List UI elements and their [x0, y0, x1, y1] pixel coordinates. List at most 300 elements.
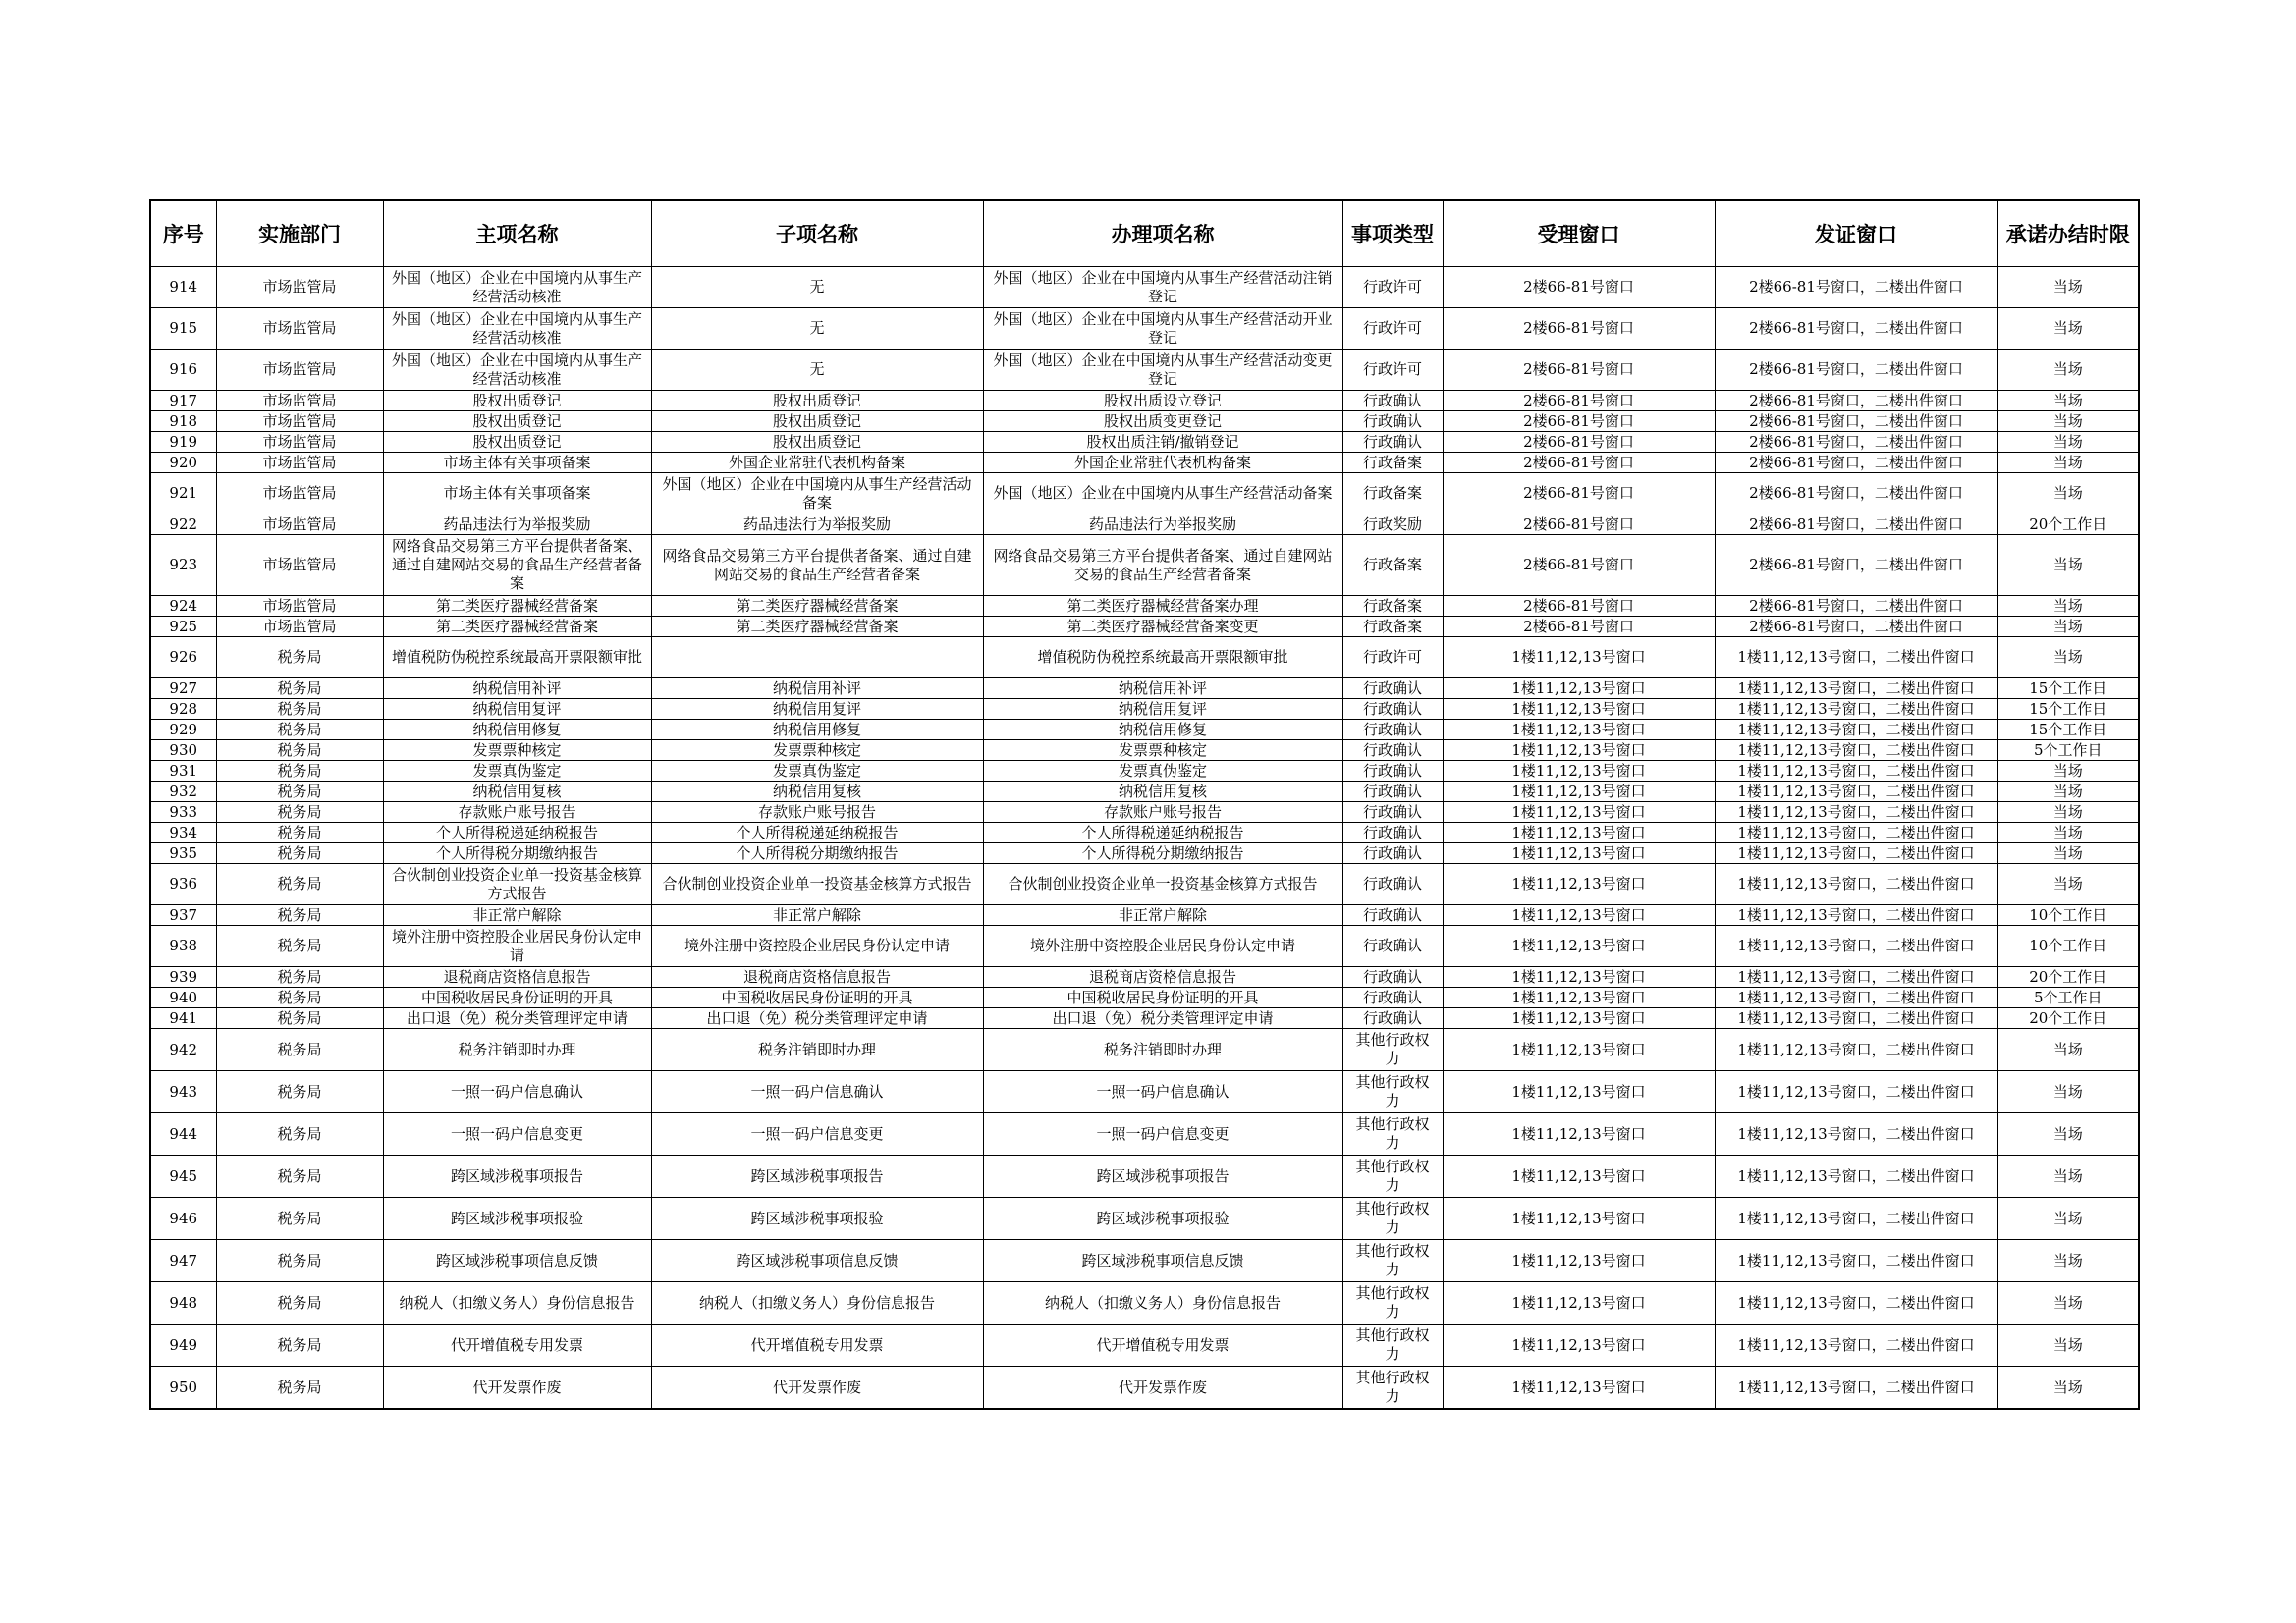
- cell-main-item: 外国（地区）企业在中国境内从事生产经营活动核准: [383, 308, 651, 350]
- cell-item-type: 行政确认: [1342, 926, 1443, 967]
- cell-item-type: 其他行政权力: [1342, 1156, 1443, 1198]
- cell-handling-item: 外国企业常驻代表机构备案: [983, 453, 1342, 473]
- cell-department: 市场监管局: [216, 391, 383, 411]
- cell-issuance-window: 1楼11,12,13号窗口，二楼出件窗口: [1715, 637, 1997, 678]
- cell-main-item: 纳税信用补评: [383, 678, 651, 699]
- cell-main-item: 一照一码户信息变更: [383, 1113, 651, 1156]
- cell-sub-item: 境外注册中资控股企业居民身份认定申请: [651, 926, 983, 967]
- cell-issuance-window: 2楼66-81号窗口，二楼出件窗口: [1715, 453, 1997, 473]
- table-row: [150, 617, 2139, 637]
- cell-index: 937: [150, 905, 216, 926]
- cell-time-limit: 20个工作日: [1997, 1008, 2139, 1029]
- cell-index: 925: [150, 617, 216, 637]
- cell-issuance-window: 1楼11,12,13号窗口，二楼出件窗口: [1715, 843, 1997, 864]
- cell-main-item: 网络食品交易第三方平台提供者备案、通过自建网站交易的食品生产经营者备案: [383, 535, 651, 596]
- cell-sub-item: 无: [651, 308, 983, 350]
- cell-handling-item: 纳税信用复核: [983, 782, 1342, 802]
- cell-acceptance-window: 1楼11,12,13号窗口: [1443, 864, 1715, 905]
- cell-item-type: 行政确认: [1342, 1008, 1443, 1029]
- cell-acceptance-window: 1楼11,12,13号窗口: [1443, 761, 1715, 782]
- cell-main-item: 纳税信用复评: [383, 699, 651, 720]
- cell-issuance-window: 1楼11,12,13号窗口，二楼出件窗口: [1715, 1240, 1997, 1282]
- cell-issuance-window: 1楼11,12,13号窗口，二楼出件窗口: [1715, 1367, 1997, 1410]
- cell-sub-item: 个人所得税递延纳税报告: [651, 823, 983, 843]
- cell-index: 946: [150, 1198, 216, 1240]
- cell-department: 市场监管局: [216, 596, 383, 617]
- cell-sub-item: 退税商店资格信息报告: [651, 967, 983, 988]
- cell-handling-item: 个人所得税分期缴纳报告: [983, 843, 1342, 864]
- cell-item-type: 行政奖励: [1342, 514, 1443, 535]
- cell-sub-item: 发票票种核定: [651, 740, 983, 761]
- cell-acceptance-window: 1楼11,12,13号窗口: [1443, 637, 1715, 678]
- cell-time-limit: 5个工作日: [1997, 988, 2139, 1008]
- cell-department: 税务局: [216, 843, 383, 864]
- cell-handling-item: 外国（地区）企业在中国境内从事生产经营活动注销登记: [983, 267, 1342, 308]
- cell-index: 917: [150, 391, 216, 411]
- cell-sub-item: 纳税人（扣缴义务人）身份信息报告: [651, 1282, 983, 1325]
- cell-department: 税务局: [216, 1240, 383, 1282]
- cell-sub-item: 合伙制创业投资企业单一投资基金核算方式报告: [651, 864, 983, 905]
- cell-acceptance-window: 1楼11,12,13号窗口: [1443, 720, 1715, 740]
- cell-issuance-window: 2楼66-81号窗口，二楼出件窗口: [1715, 267, 1997, 308]
- cell-item-type: 其他行政权力: [1342, 1113, 1443, 1156]
- cell-main-item: 市场主体有关事项备案: [383, 453, 651, 473]
- cell-sub-item: 无: [651, 267, 983, 308]
- table-row: [150, 1008, 2139, 1029]
- table-row: [150, 1325, 2139, 1367]
- cell-handling-item: 网络食品交易第三方平台提供者备案、通过自建网站交易的食品生产经营者备案: [983, 535, 1342, 596]
- cell-sub-item: 中国税收居民身份证明的开具: [651, 988, 983, 1008]
- cell-department: 市场监管局: [216, 350, 383, 391]
- cell-acceptance-window: 1楼11,12,13号窗口: [1443, 699, 1715, 720]
- cell-item-type: 其他行政权力: [1342, 1367, 1443, 1410]
- cell-issuance-window: 1楼11,12,13号窗口，二楼出件窗口: [1715, 864, 1997, 905]
- cell-issuance-window: 1楼11,12,13号窗口，二楼出件窗口: [1715, 720, 1997, 740]
- cell-time-limit: 20个工作日: [1997, 967, 2139, 988]
- cell-index: 935: [150, 843, 216, 864]
- cell-main-item: 纳税人（扣缴义务人）身份信息报告: [383, 1282, 651, 1325]
- cell-handling-item: 境外注册中资控股企业居民身份认定申请: [983, 926, 1342, 967]
- cell-department: 市场监管局: [216, 432, 383, 453]
- header-cell-sub-item: 子项名称: [651, 200, 983, 267]
- table-row: [150, 1071, 2139, 1113]
- cell-issuance-window: 1楼11,12,13号窗口，二楼出件窗口: [1715, 782, 1997, 802]
- table-row: [150, 350, 2139, 391]
- cell-sub-item: 外国企业常驻代表机构备案: [651, 453, 983, 473]
- cell-time-limit: 10个工作日: [1997, 926, 2139, 967]
- cell-time-limit: 当场: [1997, 411, 2139, 432]
- cell-main-item: 第二类医疗器械经营备案: [383, 617, 651, 637]
- cell-acceptance-window: 1楼11,12,13号窗口: [1443, 740, 1715, 761]
- cell-time-limit: 当场: [1997, 1367, 2139, 1410]
- cell-acceptance-window: 2楼66-81号窗口: [1443, 514, 1715, 535]
- cell-index: 950: [150, 1367, 216, 1410]
- cell-acceptance-window: 2楼66-81号窗口: [1443, 535, 1715, 596]
- cell-time-limit: 15个工作日: [1997, 720, 2139, 740]
- cell-time-limit: 当场: [1997, 1113, 2139, 1156]
- cell-handling-item: 存款账户账号报告: [983, 802, 1342, 823]
- cell-handling-item: 外国（地区）企业在中国境内从事生产经营活动变更登记: [983, 350, 1342, 391]
- cell-department: 市场监管局: [216, 267, 383, 308]
- cell-handling-item: 发票票种核定: [983, 740, 1342, 761]
- cell-department: 税务局: [216, 1325, 383, 1367]
- cell-time-limit: 当场: [1997, 391, 2139, 411]
- cell-issuance-window: 2楼66-81号窗口，二楼出件窗口: [1715, 411, 1997, 432]
- cell-time-limit: 当场: [1997, 453, 2139, 473]
- cell-acceptance-window: 1楼11,12,13号窗口: [1443, 843, 1715, 864]
- cell-handling-item: 纳税信用补评: [983, 678, 1342, 699]
- header-cell-department: 实施部门: [216, 200, 383, 267]
- cell-handling-item: 一照一码户信息确认: [983, 1071, 1342, 1113]
- cell-sub-item: 存款账户账号报告: [651, 802, 983, 823]
- cell-time-limit: 当场: [1997, 1071, 2139, 1113]
- cell-main-item: 代开增值税专用发票: [383, 1325, 651, 1367]
- cell-index: 949: [150, 1325, 216, 1367]
- cell-issuance-window: 1楼11,12,13号窗口，二楼出件窗口: [1715, 967, 1997, 988]
- table-body: [150, 267, 2139, 1410]
- cell-sub-item: 股权出质登记: [651, 391, 983, 411]
- cell-sub-item: 纳税信用复评: [651, 699, 983, 720]
- cell-main-item: 增值税防伪税控系统最高开票限额审批: [383, 637, 651, 678]
- table-row: [150, 761, 2139, 782]
- table-row: [150, 967, 2139, 988]
- cell-index: 947: [150, 1240, 216, 1282]
- cell-time-limit: 当场: [1997, 596, 2139, 617]
- cell-sub-item: 税务注销即时办理: [651, 1029, 983, 1071]
- cell-department: 税务局: [216, 699, 383, 720]
- cell-handling-item: 个人所得税递延纳税报告: [983, 823, 1342, 843]
- cell-main-item: 跨区域涉税事项报验: [383, 1198, 651, 1240]
- cell-issuance-window: 1楼11,12,13号窗口，二楼出件窗口: [1715, 1008, 1997, 1029]
- cell-index: 944: [150, 1113, 216, 1156]
- cell-main-item: 存款账户账号报告: [383, 802, 651, 823]
- cell-department: 市场监管局: [216, 617, 383, 637]
- cell-acceptance-window: 1楼11,12,13号窗口: [1443, 988, 1715, 1008]
- cell-acceptance-window: 1楼11,12,13号窗口: [1443, 1071, 1715, 1113]
- table-row: [150, 699, 2139, 720]
- cell-item-type: 行政确认: [1342, 740, 1443, 761]
- cell-department: 税务局: [216, 967, 383, 988]
- cell-main-item: 个人所得税分期缴纳报告: [383, 843, 651, 864]
- cell-main-item: 股权出质登记: [383, 411, 651, 432]
- cell-department: 税务局: [216, 720, 383, 740]
- cell-main-item: 纳税信用修复: [383, 720, 651, 740]
- table-row: [150, 720, 2139, 740]
- cell-issuance-window: 1楼11,12,13号窗口，二楼出件窗口: [1715, 740, 1997, 761]
- cell-main-item: 外国（地区）企业在中国境内从事生产经营活动核准: [383, 350, 651, 391]
- cell-handling-item: 外国（地区）企业在中国境内从事生产经营活动开业登记: [983, 308, 1342, 350]
- cell-acceptance-window: 2楼66-81号窗口: [1443, 411, 1715, 432]
- cell-acceptance-window: 1楼11,12,13号窗口: [1443, 926, 1715, 967]
- cell-item-type: 行政确认: [1342, 678, 1443, 699]
- cell-department: 税务局: [216, 926, 383, 967]
- cell-main-item: 药品违法行为举报奖励: [383, 514, 651, 535]
- cell-item-type: 行政备案: [1342, 617, 1443, 637]
- cell-index: 936: [150, 864, 216, 905]
- cell-main-item: 退税商店资格信息报告: [383, 967, 651, 988]
- cell-sub-item: 股权出质登记: [651, 432, 983, 453]
- cell-department: 税务局: [216, 782, 383, 802]
- cell-sub-item: 纳税信用复核: [651, 782, 983, 802]
- cell-sub-item: [651, 637, 983, 678]
- cell-issuance-window: 1楼11,12,13号窗口，二楼出件窗口: [1715, 1282, 1997, 1325]
- cell-index: 939: [150, 967, 216, 988]
- service-items-table: [149, 199, 2140, 1410]
- table-row: [150, 432, 2139, 453]
- cell-sub-item: 纳税信用修复: [651, 720, 983, 740]
- cell-issuance-window: 2楼66-81号窗口，二楼出件窗口: [1715, 391, 1997, 411]
- cell-department: 税务局: [216, 1367, 383, 1410]
- table-row: [150, 740, 2139, 761]
- cell-department: 税务局: [216, 1071, 383, 1113]
- cell-index: 932: [150, 782, 216, 802]
- cell-time-limit: 当场: [1997, 1029, 2139, 1071]
- cell-sub-item: 个人所得税分期缴纳报告: [651, 843, 983, 864]
- cell-issuance-window: 1楼11,12,13号窗口，二楼出件窗口: [1715, 1325, 1997, 1367]
- table-row: [150, 308, 2139, 350]
- cell-index: 943: [150, 1071, 216, 1113]
- cell-handling-item: 第二类医疗器械经营备案办理: [983, 596, 1342, 617]
- cell-index: 940: [150, 988, 216, 1008]
- header-cell-time-limit: 承诺办结时限: [1997, 200, 2139, 267]
- cell-issuance-window: 2楼66-81号窗口，二楼出件窗口: [1715, 350, 1997, 391]
- cell-main-item: 税务注销即时办理: [383, 1029, 651, 1071]
- cell-handling-item: 一照一码户信息变更: [983, 1113, 1342, 1156]
- cell-issuance-window: 2楼66-81号窗口，二楼出件窗口: [1715, 514, 1997, 535]
- cell-item-type: 其他行政权力: [1342, 1240, 1443, 1282]
- cell-index: 948: [150, 1282, 216, 1325]
- cell-time-limit: 15个工作日: [1997, 699, 2139, 720]
- cell-handling-item: 中国税收居民身份证明的开具: [983, 988, 1342, 1008]
- cell-time-limit: 当场: [1997, 1325, 2139, 1367]
- cell-acceptance-window: 1楼11,12,13号窗口: [1443, 1156, 1715, 1198]
- table-header: [150, 200, 2139, 267]
- cell-index: 921: [150, 473, 216, 514]
- table-row: [150, 782, 2139, 802]
- cell-item-type: 其他行政权力: [1342, 1198, 1443, 1240]
- cell-department: 市场监管局: [216, 411, 383, 432]
- cell-department: 税务局: [216, 905, 383, 926]
- cell-item-type: 行政确认: [1342, 988, 1443, 1008]
- cell-index: 914: [150, 267, 216, 308]
- cell-handling-item: 代开发票作废: [983, 1367, 1342, 1410]
- table-row: [150, 905, 2139, 926]
- cell-item-type: 行政确认: [1342, 782, 1443, 802]
- cell-item-type: 行政确认: [1342, 411, 1443, 432]
- cell-item-type: 行政确认: [1342, 905, 1443, 926]
- cell-acceptance-window: 1楼11,12,13号窗口: [1443, 1240, 1715, 1282]
- table-row: [150, 267, 2139, 308]
- cell-department: 税务局: [216, 1282, 383, 1325]
- cell-acceptance-window: 2楼66-81号窗口: [1443, 432, 1715, 453]
- cell-time-limit: 5个工作日: [1997, 740, 2139, 761]
- cell-handling-item: 股权出质设立登记: [983, 391, 1342, 411]
- cell-handling-item: 跨区域涉税事项报验: [983, 1198, 1342, 1240]
- cell-item-type: 行政确认: [1342, 864, 1443, 905]
- cell-issuance-window: 2楼66-81号窗口，二楼出件窗口: [1715, 432, 1997, 453]
- cell-item-type: 行政确认: [1342, 699, 1443, 720]
- table-row: [150, 823, 2139, 843]
- cell-acceptance-window: 1楼11,12,13号窗口: [1443, 1113, 1715, 1156]
- cell-item-type: 其他行政权力: [1342, 1282, 1443, 1325]
- cell-index: 916: [150, 350, 216, 391]
- cell-main-item: 非正常户解除: [383, 905, 651, 926]
- cell-index: 926: [150, 637, 216, 678]
- cell-sub-item: 一照一码户信息确认: [651, 1071, 983, 1113]
- cell-time-limit: 20个工作日: [1997, 514, 2139, 535]
- cell-time-limit: 15个工作日: [1997, 678, 2139, 699]
- cell-main-item: 代开发票作废: [383, 1367, 651, 1410]
- cell-item-type: 行政确认: [1342, 967, 1443, 988]
- cell-index: 923: [150, 535, 216, 596]
- cell-main-item: 跨区域涉税事项信息反馈: [383, 1240, 651, 1282]
- table-row: [150, 988, 2139, 1008]
- cell-sub-item: 非正常户解除: [651, 905, 983, 926]
- cell-department: 税务局: [216, 823, 383, 843]
- header-cell-item-type: 事项类型: [1342, 200, 1443, 267]
- table-row: [150, 1367, 2139, 1410]
- cell-index: 938: [150, 926, 216, 967]
- cell-department: 税务局: [216, 740, 383, 761]
- cell-item-type: 行政确认: [1342, 761, 1443, 782]
- cell-index: 941: [150, 1008, 216, 1029]
- cell-item-type: 其他行政权力: [1342, 1071, 1443, 1113]
- table-row: [150, 678, 2139, 699]
- cell-acceptance-window: 1楼11,12,13号窗口: [1443, 1029, 1715, 1071]
- cell-main-item: 发票真伪鉴定: [383, 761, 651, 782]
- cell-item-type: 行政许可: [1342, 267, 1443, 308]
- table-row: [150, 391, 2139, 411]
- cell-main-item: 发票票种核定: [383, 740, 651, 761]
- cell-sub-item: 跨区域涉税事项报验: [651, 1198, 983, 1240]
- cell-main-item: 纳税信用复核: [383, 782, 651, 802]
- table-row: [150, 411, 2139, 432]
- cell-issuance-window: 1楼11,12,13号窗口，二楼出件窗口: [1715, 1198, 1997, 1240]
- header-cell-handling-item: 办理项名称: [983, 200, 1342, 267]
- cell-item-type: 行政确认: [1342, 823, 1443, 843]
- table-row: [150, 1113, 2139, 1156]
- cell-acceptance-window: 2楼66-81号窗口: [1443, 473, 1715, 514]
- cell-main-item: 股权出质登记: [383, 391, 651, 411]
- cell-issuance-window: 1楼11,12,13号窗口，二楼出件窗口: [1715, 802, 1997, 823]
- cell-index: 919: [150, 432, 216, 453]
- cell-main-item: 第二类医疗器械经营备案: [383, 596, 651, 617]
- cell-department: 税务局: [216, 637, 383, 678]
- cell-department: 税务局: [216, 678, 383, 699]
- cell-department: 市场监管局: [216, 308, 383, 350]
- table-row: [150, 637, 2139, 678]
- cell-department: 税务局: [216, 1198, 383, 1240]
- cell-department: 税务局: [216, 1113, 383, 1156]
- header-cell-issuance-window: 发证窗口: [1715, 200, 1997, 267]
- cell-issuance-window: 1楼11,12,13号窗口，二楼出件窗口: [1715, 678, 1997, 699]
- cell-item-type: 其他行政权力: [1342, 1029, 1443, 1071]
- cell-main-item: 个人所得税递延纳税报告: [383, 823, 651, 843]
- cell-issuance-window: 1楼11,12,13号窗口，二楼出件窗口: [1715, 823, 1997, 843]
- cell-time-limit: 当场: [1997, 1156, 2139, 1198]
- cell-handling-item: 第二类医疗器械经营备案变更: [983, 617, 1342, 637]
- header-cell-index: 序号: [150, 200, 216, 267]
- cell-issuance-window: 1楼11,12,13号窗口，二楼出件窗口: [1715, 926, 1997, 967]
- cell-acceptance-window: 2楼66-81号窗口: [1443, 453, 1715, 473]
- cell-item-type: 行政确认: [1342, 720, 1443, 740]
- cell-main-item: 一照一码户信息确认: [383, 1071, 651, 1113]
- cell-time-limit: 当场: [1997, 350, 2139, 391]
- cell-sub-item: 股权出质登记: [651, 411, 983, 432]
- cell-main-item: 跨区域涉税事项报告: [383, 1156, 651, 1198]
- cell-sub-item: 第二类医疗器械经营备案: [651, 596, 983, 617]
- cell-issuance-window: 2楼66-81号窗口，二楼出件窗口: [1715, 596, 1997, 617]
- cell-handling-item: 纳税信用修复: [983, 720, 1342, 740]
- cell-acceptance-window: 2楼66-81号窗口: [1443, 391, 1715, 411]
- cell-acceptance-window: 1楼11,12,13号窗口: [1443, 782, 1715, 802]
- cell-time-limit: 10个工作日: [1997, 905, 2139, 926]
- cell-handling-item: 跨区域涉税事项信息反馈: [983, 1240, 1342, 1282]
- cell-department: 税务局: [216, 1156, 383, 1198]
- cell-acceptance-window: 2楼66-81号窗口: [1443, 267, 1715, 308]
- cell-sub-item: 一照一码户信息变更: [651, 1113, 983, 1156]
- cell-acceptance-window: 1楼11,12,13号窗口: [1443, 1282, 1715, 1325]
- cell-item-type: 行政备案: [1342, 596, 1443, 617]
- cell-index: 929: [150, 720, 216, 740]
- cell-department: 税务局: [216, 1029, 383, 1071]
- cell-item-type: 行政确认: [1342, 391, 1443, 411]
- cell-acceptance-window: 1楼11,12,13号窗口: [1443, 967, 1715, 988]
- cell-item-type: 行政备案: [1342, 473, 1443, 514]
- cell-issuance-window: 2楼66-81号窗口，二楼出件窗口: [1715, 473, 1997, 514]
- cell-time-limit: 当场: [1997, 1282, 2139, 1325]
- cell-department: 市场监管局: [216, 473, 383, 514]
- cell-issuance-window: 1楼11,12,13号窗口，二楼出件窗口: [1715, 1113, 1997, 1156]
- cell-handling-item: 税务注销即时办理: [983, 1029, 1342, 1071]
- cell-issuance-window: 1楼11,12,13号窗口，二楼出件窗口: [1715, 905, 1997, 926]
- cell-main-item: 出口退（免）税分类管理评定申请: [383, 1008, 651, 1029]
- cell-department: 税务局: [216, 988, 383, 1008]
- cell-department: 市场监管局: [216, 453, 383, 473]
- cell-department: 税务局: [216, 1008, 383, 1029]
- cell-acceptance-window: 1楼11,12,13号窗口: [1443, 905, 1715, 926]
- cell-issuance-window: 2楼66-81号窗口，二楼出件窗口: [1715, 535, 1997, 596]
- cell-handling-item: 纳税信用复评: [983, 699, 1342, 720]
- cell-sub-item: 代开增值税专用发票: [651, 1325, 983, 1367]
- table-row: [150, 843, 2139, 864]
- cell-index: 927: [150, 678, 216, 699]
- cell-index: 931: [150, 761, 216, 782]
- cell-main-item: 外国（地区）企业在中国境内从事生产经营活动核准: [383, 267, 651, 308]
- cell-sub-item: 发票真伪鉴定: [651, 761, 983, 782]
- cell-sub-item: 药品违法行为举报奖励: [651, 514, 983, 535]
- cell-time-limit: 当场: [1997, 308, 2139, 350]
- cell-time-limit: 当场: [1997, 637, 2139, 678]
- cell-item-type: 行政许可: [1342, 350, 1443, 391]
- cell-time-limit: 当场: [1997, 864, 2139, 905]
- cell-time-limit: 当场: [1997, 823, 2139, 843]
- cell-acceptance-window: 2楼66-81号窗口: [1443, 350, 1715, 391]
- cell-department: 税务局: [216, 761, 383, 782]
- cell-issuance-window: 1楼11,12,13号窗口，二楼出件窗口: [1715, 1156, 1997, 1198]
- cell-index: 934: [150, 823, 216, 843]
- cell-item-type: 行政备案: [1342, 535, 1443, 596]
- cell-index: 915: [150, 308, 216, 350]
- cell-handling-item: 增值税防伪税控系统最高开票限额审批: [983, 637, 1342, 678]
- table-row: [150, 596, 2139, 617]
- cell-time-limit: 当场: [1997, 843, 2139, 864]
- cell-acceptance-window: 1楼11,12,13号窗口: [1443, 1198, 1715, 1240]
- cell-issuance-window: 1楼11,12,13号窗口，二楼出件窗口: [1715, 699, 1997, 720]
- service-items-table-container: [149, 199, 2138, 1410]
- cell-sub-item: 代开发票作废: [651, 1367, 983, 1410]
- cell-handling-item: 合伙制创业投资企业单一投资基金核算方式报告: [983, 864, 1342, 905]
